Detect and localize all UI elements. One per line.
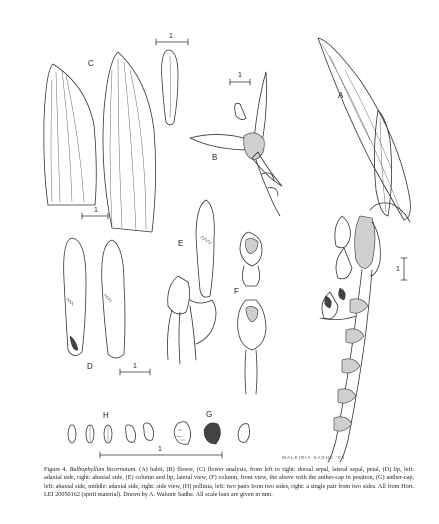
label-h: H — [103, 411, 109, 420]
label-f: F — [234, 287, 239, 296]
label-e: E — [178, 239, 184, 248]
figure-h-pollinia — [68, 411, 154, 443]
figure-c-petal — [156, 33, 188, 125]
scale-bar-c-label: 1 — [94, 207, 98, 214]
scale-bar-a-label: 1 — [396, 266, 400, 273]
artist-signature: WALKIRIA SADHE '03 — [282, 455, 345, 460]
label-g: G — [206, 410, 213, 419]
figure-a-habit — [318, 38, 410, 462]
figure-c-flower-analysis — [44, 52, 156, 232]
figure-d-lip — [64, 238, 150, 375]
figure-f-column-front — [234, 232, 266, 394]
label-d: D — [87, 362, 93, 371]
scale-bar-b-label: 1 — [238, 72, 242, 79]
label-a: A — [338, 91, 344, 100]
figure-e-column-lateral — [168, 200, 217, 364]
figure-g-anther-cap — [100, 410, 250, 458]
species-name: Bulbophyllum bicornutum. — [69, 466, 137, 473]
label-c: C — [88, 59, 94, 68]
figure-caption — [44, 466, 414, 499]
scale-bar-d-label: 1 — [133, 363, 137, 370]
scale-bar-gh-label: 1 — [158, 446, 162, 453]
figure-label: Figure 4. — [44, 466, 68, 473]
label-b: B — [212, 153, 218, 162]
caption-text: (A) habit, (B) flower, (C) flower analysis, from left to right: dorsal sepal, lateral sepal, petal, (D) lip, left: adaxial side, right: abaxial side, (E) column and lip, lateral view, (F) column, front view, the above with the anther-cap in position, (G) anther-cap, left: abaxial side, middle: adaxial side, right: side view, (H) pollinia, left: two pairs from two sides, right: a single pair from two sides. All from Hort. LEI 20050162 (spirit material). Drawn by A. Walunir Sadhe. All scale bars are given in mm. — [44, 466, 415, 498]
scale-bar-top-label: 1 — [169, 33, 173, 40]
figure-b-flower — [190, 72, 282, 216]
